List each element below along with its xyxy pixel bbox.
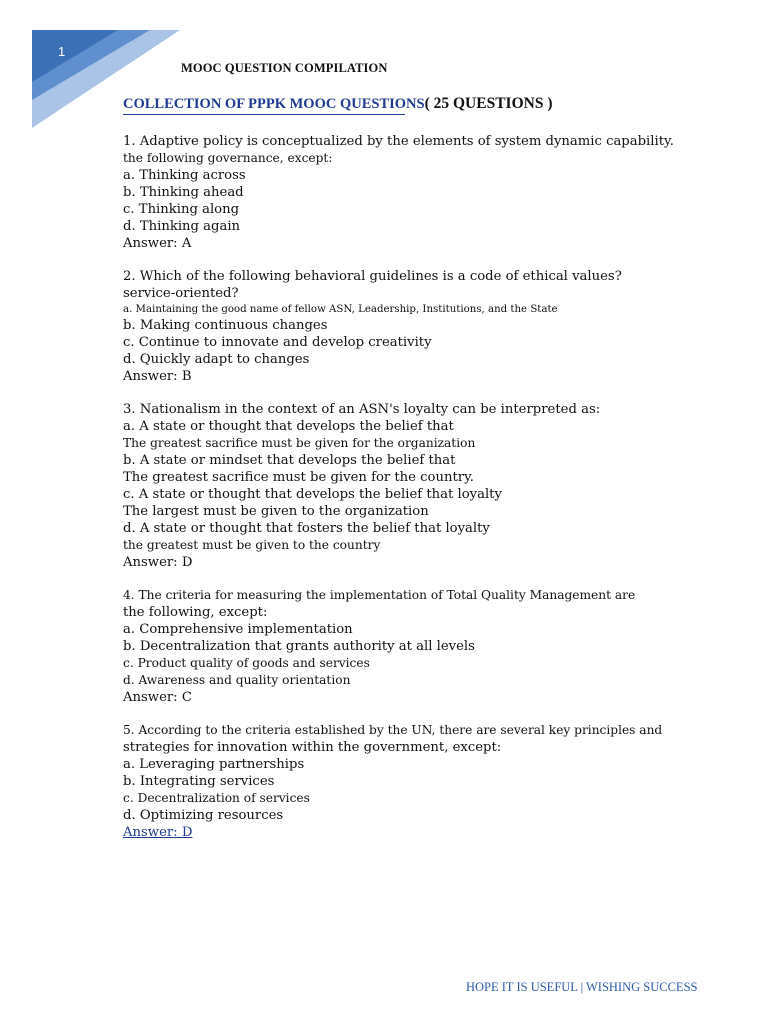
page-number: 1	[58, 44, 66, 59]
question-2	[123, 268, 723, 385]
question-text: service-oriented?	[123, 286, 239, 301]
page-header-title: MOOC QUESTION COMPILATION	[181, 61, 388, 75]
question-text: the following, except:	[123, 605, 268, 620]
question-4	[123, 587, 723, 706]
question-1	[123, 133, 723, 252]
option-c: c. Decentralization of services	[123, 791, 310, 805]
option-c: c. Thinking along	[123, 202, 240, 217]
question-text: 5. According to the criteria established by the UN, there are several key principles and	[123, 723, 663, 737]
collection-title-link[interactable]: COLLECTION OF PPPK MOOC QUESTIONS	[123, 96, 425, 112]
question-text: 2. Which of the following behavioral guidelines is a code of ethical values?	[123, 269, 622, 284]
option-d: d. A state or thought that fosters the belief that loyalty	[123, 521, 490, 536]
question-text: 1. Adaptive policy is conceptualized by the elements of system dynamic capability.	[123, 134, 674, 149]
option-d: d. Thinking again	[123, 219, 241, 234]
option-b: b. Thinking ahead	[123, 185, 244, 200]
question-5	[123, 722, 723, 841]
option-c-continued: The largest must be given to the organization	[123, 504, 429, 519]
option-c: c. Product quality of goods and services	[123, 656, 370, 670]
option-a: a. Thinking across	[123, 168, 246, 183]
collection-title	[123, 95, 552, 113]
option-b: b. Making continuous changes	[123, 318, 328, 333]
option-d: d. Optimizing resources	[123, 808, 284, 823]
option-a: a. Comprehensive implementation	[123, 622, 353, 637]
answer: Answer: C	[123, 690, 192, 705]
option-a-continued: The greatest sacrifice must be given for the organization	[123, 436, 476, 450]
option-a: a. A state or thought that develops the belief that	[123, 419, 454, 434]
option-b-continued: The greatest sacrifice must be given for the country.	[123, 470, 474, 485]
option-a: a. Leveraging partnerships	[123, 757, 305, 772]
collection-title-count: ( 25 QUESTIONS )	[424, 95, 553, 112]
answer: Answer: A	[123, 236, 192, 251]
option-d: d. Quickly adapt to changes	[123, 352, 310, 367]
option-d: d. Awareness and quality orientation	[123, 673, 351, 687]
answer-link[interactable]: Answer: D	[123, 825, 193, 840]
question-text: 4. The criteria for measuring the implementation of Total Quality Management are	[123, 588, 636, 602]
answer: Answer: B	[123, 369, 192, 384]
question-text: 3. Nationalism in the context of an ASN's loyalty can be interpreted as:	[123, 402, 601, 417]
option-b: b. Decentralization that grants authority at all levels	[123, 639, 475, 654]
option-c: c. Continue to innovate and develop creativity	[123, 335, 432, 350]
answer: Answer: D	[123, 555, 193, 570]
option-a: a. Maintaining the good name of fellow ASN, Leadership, Institutions, and the State	[123, 304, 558, 315]
question-list	[123, 133, 723, 857]
question-text: the following governance, except:	[123, 151, 333, 165]
option-c: c. A state or thought that develops the belief that loyalty	[123, 487, 502, 502]
option-d-continued: the greatest must be given to the country	[123, 538, 381, 552]
page-footer: HOPE IT IS USEFUL | WISHING SUCCESS	[466, 980, 698, 994]
option-b: b. Integrating services	[123, 774, 275, 789]
question-text: strategies for innovation within the government, except:	[123, 740, 502, 755]
collection-title-underline	[123, 114, 405, 115]
option-b: b. A state or mindset that develops the belief that	[123, 453, 456, 468]
question-3	[123, 401, 723, 571]
